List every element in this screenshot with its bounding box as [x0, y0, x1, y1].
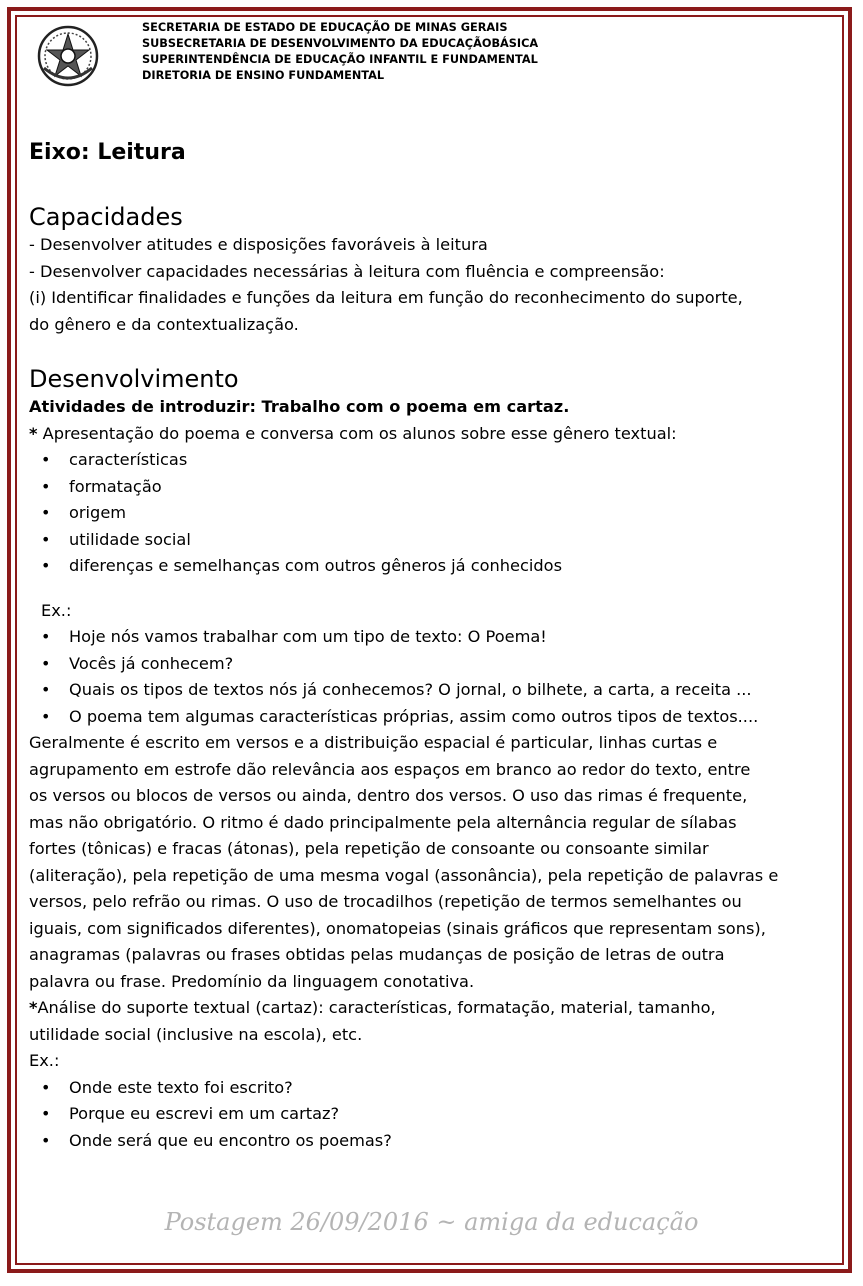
example-label: Ex.:: [41, 600, 72, 620]
analysis-text: Análise do suporte textual (cartaz): características, formatação, material, tamanho,: [37, 998, 716, 1017]
activity-subtitle: Atividades de introduzir: Trabalho com o poema em cartaz.: [29, 397, 570, 416]
list-item: • Onde será que eu encontro os poemas?: [29, 1128, 829, 1155]
document-body: [29, 136, 829, 1154]
intro-text: Apresentação do poema e conversa com os alunos sobre esse gênero textual:: [37, 423, 677, 443]
asterisk-marker: *: [29, 998, 38, 1017]
capacidades-line: do gênero e da contextualização.: [29, 314, 299, 334]
list-item: • utilidade social: [29, 527, 829, 554]
header-text: [142, 20, 538, 84]
minas-gerais-seal-icon: [36, 24, 100, 88]
list-item: • características: [29, 447, 829, 474]
list-item: • Vocês já conhecem?: [29, 651, 829, 678]
header-line-3: SUPERINTENDÊNCIA DE EDUCAÇÃO INFANTIL E FUNDAMENTAL: [142, 53, 538, 66]
list-item: • formatação: [29, 474, 829, 501]
header-line-2: SUBSECRETARIA DE DESENVOLVIMENTO DA EDUCAÇÃOBÁSICA: [142, 37, 539, 50]
intro-line: [29, 421, 829, 448]
asterisk-marker: *: [29, 423, 38, 443]
spacer: [29, 580, 829, 598]
paragraph-line: anagramas (palavras ou frases obtidas pelas mudanças de posição de letras de outra: [29, 945, 725, 964]
capacidades-heading: Capacidades: [29, 203, 183, 231]
header-line-4: DIRETORIA DE ENSINO FUNDAMENTAL: [142, 69, 385, 82]
paragraph-line: mas não obrigatório. O ritmo é dado principalmente pela alternância regular de sílabas: [29, 812, 737, 832]
capacidades-line: - Desenvolver capacidades necessárias à leitura com fluência e compreensão:: [29, 261, 665, 281]
footer-watermark: Postagem 26/09/2016 ~ amiga da educação: [164, 1208, 699, 1236]
list-item: • Onde este texto foi escrito?: [29, 1075, 829, 1102]
paragraph-line: palavra ou frase. Predomínio da linguagem conotativa.: [29, 971, 475, 991]
desenvolvimento-heading: Desenvolvimento: [29, 365, 239, 393]
eixo-heading: Eixo: Leitura: [29, 140, 186, 165]
document-header: [36, 20, 816, 90]
analysis-line: [29, 995, 829, 1022]
paragraph-line: os versos ou blocos de versos ou ainda, dentro dos versos. O uso das rimas é frequente,: [29, 786, 748, 805]
list-item: • Quais os tipos de textos nós já conhecemos? O jornal, o bilhete, a carta, a receita ...: [29, 677, 829, 704]
list-item: • O poema tem algumas características próprias, assim como outros tipos de textos....: [29, 704, 829, 731]
questions-list: [29, 1075, 829, 1155]
poem-description-paragraph: [29, 730, 829, 995]
paragraph-line: agrupamento em estrofe dão relevância aos espaços em branco ao redor do texto, entre: [29, 759, 751, 779]
paragraph-line: (aliteração), pela repetição de uma mesma vogal (assonância), pela repetição de palavras e: [29, 865, 779, 885]
example-label: Ex.:: [29, 1051, 60, 1070]
capacidades-line: - Desenvolver atitudes e disposições favoráveis à leitura: [29, 235, 488, 254]
paragraph-line: iguais, com significados diferentes), onomatopeias (sinais gráficos que representam sons),: [29, 918, 766, 938]
paragraph-line: fortes (tônicas) e fracas (átonas), pela repetição de consoante ou consoante similar: [29, 839, 709, 858]
list-item: • origem: [29, 500, 829, 527]
paragraph-line: versos, pelo refrão ou rimas. O uso de trocadilhos (repetição de termos semelhantes ou: [29, 892, 742, 911]
paragraph-line: Geralmente é escrito em versos e a distribuição espacial é particular, linhas curtas e: [29, 733, 718, 752]
examples-list: [29, 624, 829, 730]
capacidades-line: (i) Identificar finalidades e funções da leitura em função do reconhecimento do suporte,: [29, 288, 743, 307]
header-line-1: SECRETARIA DE ESTADO DE EDUCAÇÃO DE MINAS GERAIS: [142, 21, 508, 34]
list-item: • Hoje nós vamos trabalhar com um tipo de texto: O Poema!: [29, 624, 829, 651]
analysis-line: utilidade social (inclusive na escola), etc.: [29, 1024, 363, 1044]
list-item: • diferenças e semelhanças com outros gêneros já conhecidos: [29, 553, 829, 580]
list-item: • Porque eu escrevi em um cartaz?: [29, 1101, 829, 1128]
topics-list: [29, 447, 829, 580]
